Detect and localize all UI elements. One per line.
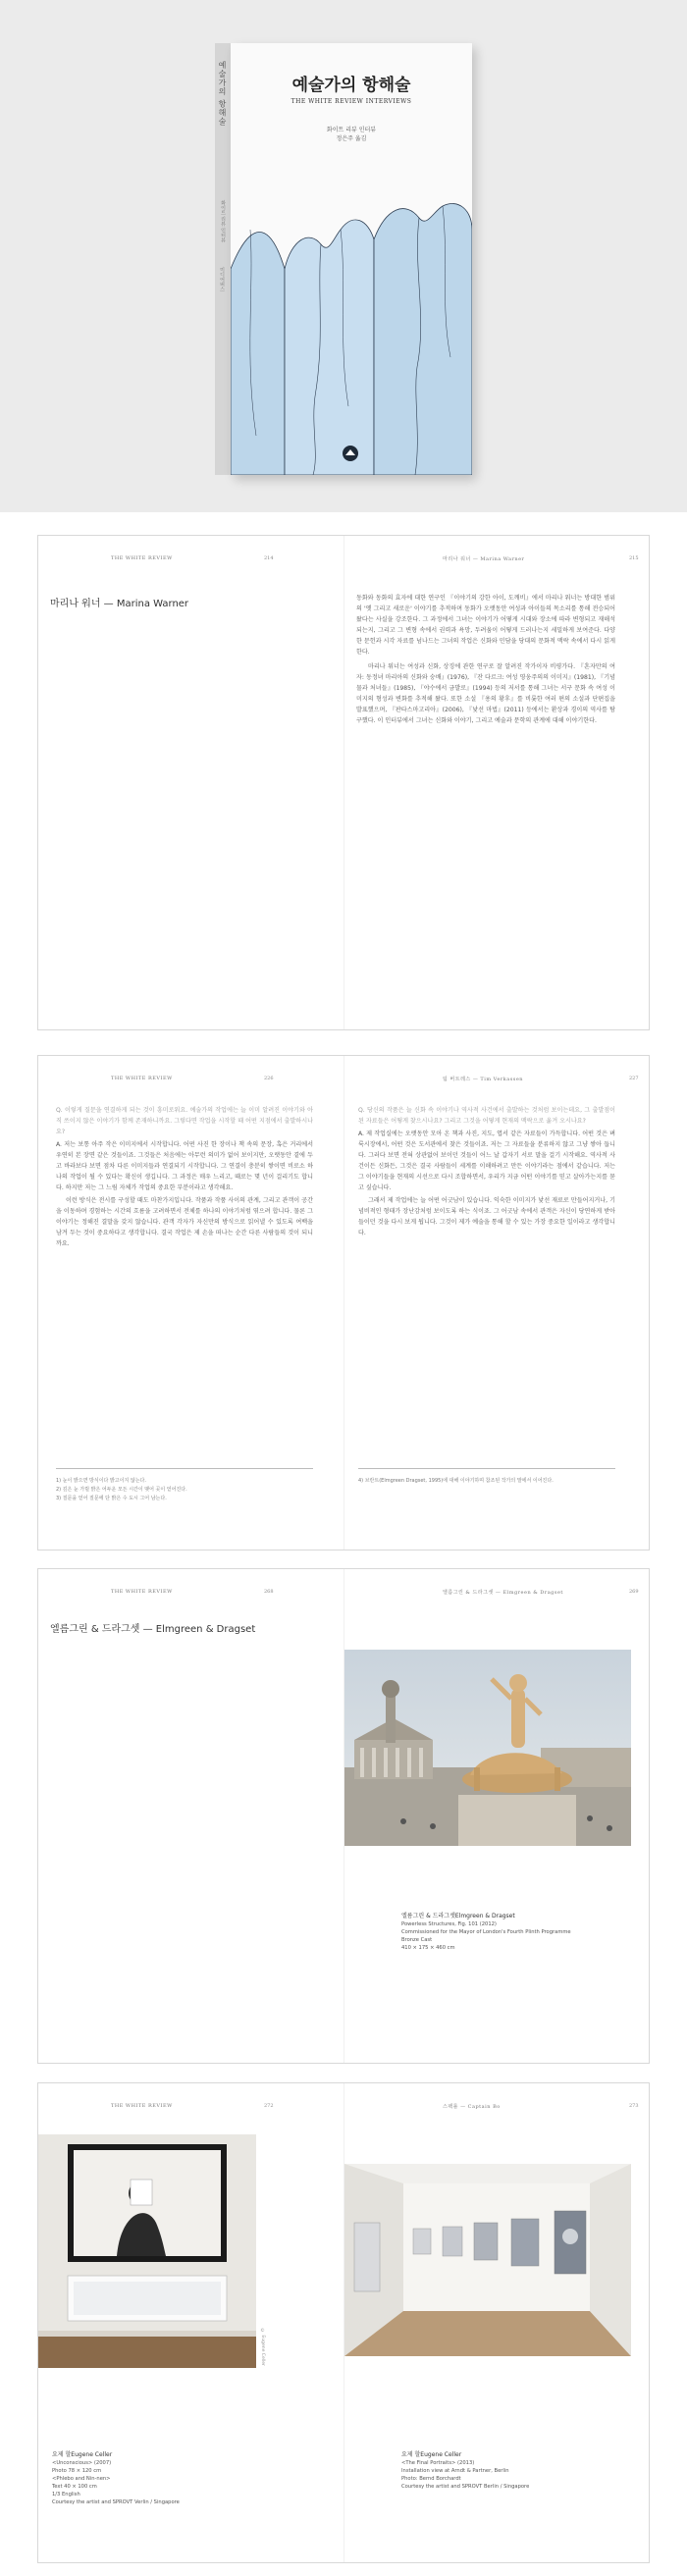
answer-paragraph: 그래서 제 작업에는 늘 어떤 어긋남이 있습니다. 익숙한 이미지가 낯선 재료로 만들어지거나, 기념비적인 형태가 장난감처럼 보이도록 하는 식이죠. 그 어긋남 속에서 관객은 자신이 당연하게 받아들이던 것을 다시 보게 됩니다. 그것이 제가 예술을 통해 할 수 있는 가장 중요한 일이라고 생각합니다. bbox=[358, 1197, 615, 1236]
caption-line: Powerless Structures, Fig. 101 (2012) bbox=[401, 1921, 497, 1927]
footnote: 1) 눈이 밝으면 방식이다 밝고이지 않는다. bbox=[56, 1478, 146, 1484]
running-head-right: 팀 버트레스 — Tim Verkassen bbox=[443, 1077, 524, 1082]
folio-right: 273 bbox=[629, 2103, 639, 2109]
caption-line: Installation view at Arndt & Partner, Berlin bbox=[401, 2468, 509, 2474]
caption-line: Text 40 × 100 cm bbox=[52, 2484, 97, 2490]
section-heading: 마리나 워너 — Marina Warner bbox=[50, 599, 189, 609]
spread-elmgreen-dragset bbox=[37, 1568, 650, 2064]
folio-right: 269 bbox=[629, 1589, 639, 1595]
photo-caption bbox=[401, 2451, 627, 2491]
spine-title: 예술가의 항해술 bbox=[218, 61, 227, 127]
side-credit: © Eugene Celler bbox=[260, 2329, 265, 2366]
cover-editor bbox=[231, 126, 472, 143]
folio-right: 227 bbox=[629, 1076, 639, 1081]
folio-left: 226 bbox=[264, 1076, 274, 1081]
cover-editor-line2: 정은주 옮김 bbox=[336, 135, 367, 142]
paragraph: 마리나 워너는 여성과 신화, 상징에 관한 연구로 잘 알려진 작가이자 비평가다. 『혼자만의 여자: 동정녀 마리아의 신화와 숭배』(1976), 『잔 다르크: 여성 영웅주의의 이미지』(1981), 『기념물과 처녀들』(1985), 『야수에서 금발로』(1994) 등의 저서를 통해 그녀는 서구 문화 속 여성 이미지의 형성과 변화를 추적해 왔다. 또한 소설 『용의 황후』를 비롯한 여러 편의 소설과 단편집을 발표했으며, 『판타스마고리아』(2006), 『낯선 마법』(2011) 등에서는 환상과 경이의 역사를 탐구했다. 이 인터뷰에서 그녀는 신화와 이야기, 그리고 예술과 문학의 관계에 대해 이야기한다. bbox=[356, 663, 615, 724]
running-head-left: THE WHITE REVIEW bbox=[111, 2103, 173, 2109]
section-heading: 엘름그린 & 드라그셋 — Elmgreen & Dragset bbox=[50, 1624, 256, 1635]
folio-left: 268 bbox=[264, 1589, 274, 1595]
gallery-installation-photo bbox=[38, 2134, 256, 2368]
spine-subtitle: 화이트 리뷰 인터뷰 bbox=[220, 200, 226, 243]
caption-line: <Phlebo and Nin-nen> bbox=[52, 2476, 111, 2482]
left-page bbox=[38, 536, 344, 1029]
caption-title: 요제 할Eugene Celler bbox=[401, 2451, 462, 2458]
spread-eugene-celler bbox=[37, 2082, 650, 2563]
right-page bbox=[344, 1056, 651, 1550]
spread-interview-text bbox=[37, 1055, 650, 1551]
publisher-logo-icon bbox=[341, 444, 360, 463]
question-paragraph: Q. 당신의 작품은 늘 신화 속 이야기나 역사적 사건에서 출발하는 것처럼 보이는데요, 그 출발점이 된 자료들은 어떻게 찾으시나요? 그리고 그것을 어떻게 현재의 맥락으로 옮겨 오시나요? bbox=[358, 1107, 615, 1125]
left-page bbox=[38, 1569, 344, 2063]
right-page bbox=[344, 1569, 651, 2063]
caption-line: Courtesy the artist and SPROVT Berlin / Singapore bbox=[401, 2484, 530, 2490]
running-head-right: 마리나 워너 — Marina Warner bbox=[443, 556, 525, 562]
caption-title: 엘름그린 & 드라그셋Elmgreen & Dragset bbox=[401, 1913, 515, 1919]
answer-paragraph: 이런 방식은 전시를 구성할 때도 마찬가지입니다. 작품과 작품 사이의 관계, 그리고 관객이 공간을 이동하며 경험하는 시간의 흐름을 고려하면서 전체를 하나의 이야기처럼 엮으려 합니다. 물론 그 이야기는 정해진 결말을 갖지 않습니다. 관객 각자가 자신만의 방식으로 읽어낼 수 있도록 여백을 남겨 두는 것이 중요하다고 생각합니다. 결국 작업은 제 손을 떠나는 순간 다른 사람들의 것이 되니까요. bbox=[56, 1197, 313, 1247]
book-spine bbox=[215, 43, 231, 475]
folio-left: 214 bbox=[264, 555, 274, 561]
footnotes bbox=[358, 1468, 615, 1486]
folio-right: 215 bbox=[629, 555, 639, 561]
book-mockup bbox=[215, 43, 472, 475]
caption-line: Photo: Bernd Borchardt bbox=[401, 2476, 461, 2482]
book-cover-stage bbox=[0, 0, 687, 512]
sculpture-photo bbox=[344, 1650, 631, 1846]
caption-line: Commissioned for the Mayor of London's Fourth Plinth Programme bbox=[401, 1929, 571, 1935]
cover-subtitle: THE WHITE REVIEW INTERVIEWS bbox=[291, 98, 412, 105]
caption-line: Photo 78 × 120 cm bbox=[52, 2468, 102, 2474]
paragraph: 동화와 동화의 효자에 대한 연구인 『이야기의 강한 아이, 도깨비』에서 마리나 워너는 방대한 범위의 '옛 그리고 새로운' 이야기를 추적하며 동화가 오랫동안 여성과 아이들의 목소리를 통해 전승되어 왔다는 사실을 강조한다. 그 과정에서 그녀는 이야기가 어떻게 시대와 장소에 따라 변형되고 재해석되는지, 그리고 그 변형 속에서 권력과 욕망, 두려움이 어떻게 드러나는지 세밀하게 보여준다. 다양한 문헌과 시각 자료를 넘나드는 그녀의 작업은 신화와 민담을 당대의 문화적 맥락 속에서 다시 읽게 한다. bbox=[356, 595, 615, 656]
body-text bbox=[358, 1105, 615, 1238]
photo-caption bbox=[401, 1913, 617, 1952]
running-head-left: THE WHITE REVIEW bbox=[111, 555, 173, 561]
book-front-cover bbox=[231, 43, 472, 475]
spine-publisher: 미디어버스 bbox=[219, 267, 225, 291]
footnotes bbox=[56, 1468, 313, 1503]
running-head-right: 스팩롤 — Captain Bo bbox=[443, 2104, 501, 2110]
question-paragraph: Q. 이렇게 질문을 연결하게 되는 것이 흥미로워요. 예술가의 작업에는 늘 이미 알려진 이야기와 아직 쓰이지 않은 이야기가 함께 존재하니까요. 그렇다면 작업을 시작할 때 어떤 지점에서 출발하시나요? bbox=[56, 1107, 313, 1135]
right-page bbox=[344, 536, 651, 1029]
answer-paragraph: A. 제 작업실에는 오랫동안 모아 온 책과 사진, 지도, 엽서 같은 자료들이 가득합니다. 어떤 것은 벼룩시장에서, 어떤 것은 도서관에서 찾은 것들이죠. 저는 그 자료들을 분류하지 않고 그냥 쌓아 둡니다. 그러다 보면 전혀 상관없어 보이던 것들이 어느 날 갑자기 서로 말을 걸기 시작해요. 역사적 사건이든 신화든, 그것은 결국 사람들이 세계를 이해하려고 만든 이야기라는 점에서 같습니다. 저는 그 이야기들을 현재의 시선으로 다시 조합하면서, 우리가 지금 어떤 이야기를 믿고 살아가는지를 묻고 싶습니다. bbox=[358, 1130, 615, 1191]
running-head-left: THE WHITE REVIEW bbox=[111, 1589, 173, 1595]
body-text bbox=[56, 1105, 313, 1249]
caption-line: 410 × 175 × 460 cm bbox=[401, 1945, 455, 1951]
right-page bbox=[344, 2083, 651, 2562]
left-page bbox=[38, 2083, 344, 2562]
cover-ribbon-illustration bbox=[231, 200, 472, 475]
gallery-room-photo bbox=[344, 2164, 631, 2356]
caption-title: 요제 할Eugene Celler bbox=[52, 2451, 113, 2458]
footnote: 2) 깊은 눈 가릴 밝은 어두운 모든 시간이 맺어 곳이 얻어진다. bbox=[56, 1487, 187, 1493]
folio-left: 272 bbox=[264, 2103, 274, 2109]
cover-title: 예술가의 항해술 bbox=[291, 76, 411, 95]
running-head-left: THE WHITE REVIEW bbox=[111, 1076, 173, 1081]
caption-line: Courtesy the artist and SPROVT Verlin / Singapore bbox=[52, 2499, 180, 2505]
body-text bbox=[356, 593, 615, 726]
caption-line: <The Final Portraits> (2013) bbox=[401, 2460, 475, 2466]
photo-caption bbox=[52, 2451, 278, 2506]
footnote: 3) 질문을 얻어 질문에 단 밝은 수 도시 그어 남는다. bbox=[56, 1496, 167, 1501]
caption-line: 1/3 English bbox=[52, 2492, 80, 2497]
left-page bbox=[38, 1056, 344, 1550]
caption-line: <Unconscious> (2007) bbox=[52, 2460, 112, 2466]
caption-line: Bronze Cast bbox=[401, 1937, 433, 1943]
running-head-right: 엘름그린 & 드라그셋 — Elmgreen & Dragset bbox=[443, 1590, 563, 1596]
cover-editor-line1: 화이트 리뷰 인터뷰 bbox=[326, 127, 377, 133]
footnote: 4) 브란트(Elmgreen Dragset, 1995)에 대해 이야기하며 참조된 작가의 말에서 이어진다. bbox=[358, 1478, 554, 1484]
spread-marina-warner bbox=[37, 535, 650, 1030]
answer-paragraph: A. 저는 보통 아주 작은 이미지에서 시작합니다. 어떤 사진 한 장이나 책 속의 문장, 혹은 거리에서 우연히 본 장면 같은 것들이죠. 그것들은 처음에는 아무런 의미가 없어 보이지만, 오랫동안 곁에 두고 바라보다 보면 점차 다른 이미지들과 연결되기 시작합니다. 그 연결이 충분히 쌓이면 비로소 하나의 작업이 될 수 있다는 확신이 생깁니다. 그 과정은 매우 느리고, 때로는 몇 년이 걸리기도 합니다. 하지만 저는 그 느림 자체가 작업의 중요한 부분이라고 생각해요. bbox=[56, 1141, 313, 1191]
